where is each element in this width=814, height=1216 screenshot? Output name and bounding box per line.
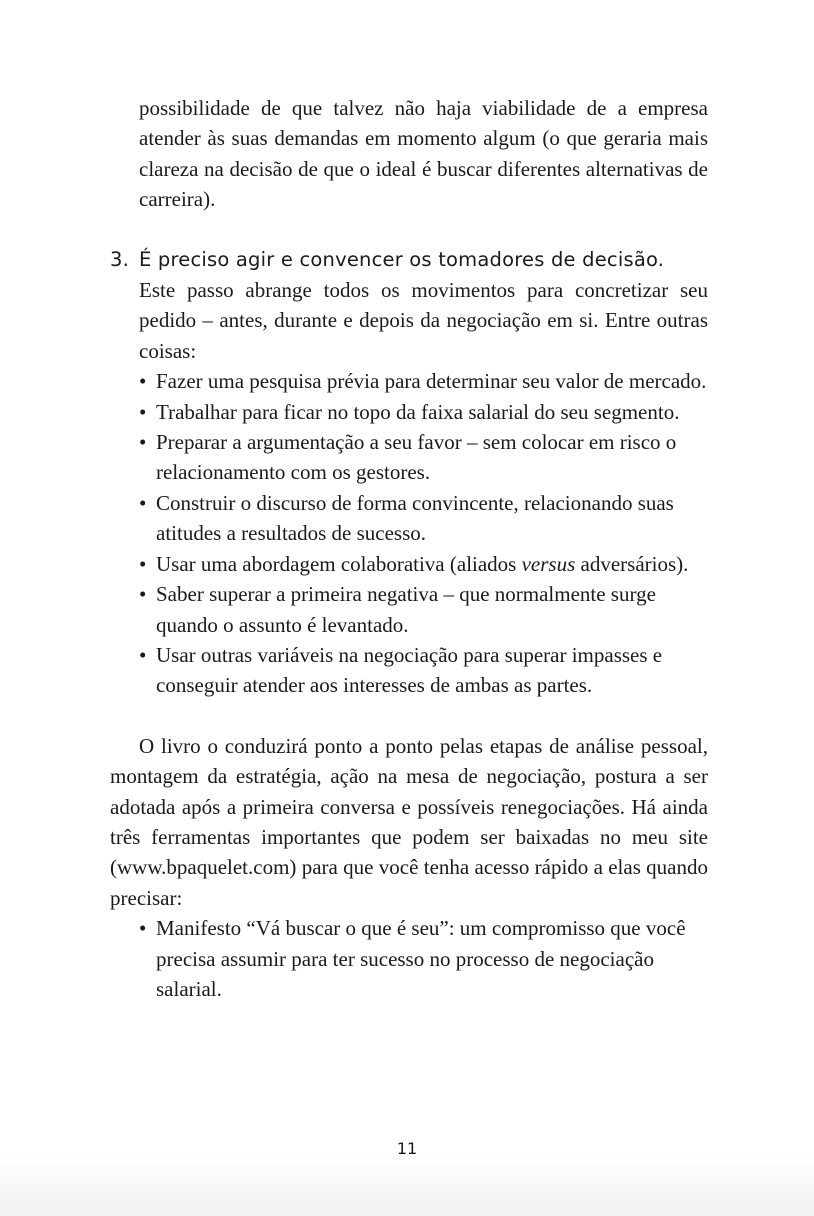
bullet-icon: • — [139, 642, 147, 667]
list-item: • Preparar a argumentação a seu favor – sem colocar em risco o relacionamento com os gestores. — [139, 427, 708, 488]
closing-paragraph: O livro o conduzirá ponto a ponto pelas etapas de análise pessoal, montagem da estratégia, ação na mesa de negociação, postura a ser adotada após a primeira conversa e possíveis renegociações. Há ainda três ferramentas importantes que podem ser baixadas no meu site (www.bpaquelet.com) para que você tenha acesso rápido a elas quando precisar: — [110, 733, 708, 910]
page-number: 11 — [396, 1139, 418, 1158]
bullet-icon: • — [139, 551, 147, 576]
bullet-icon: • — [139, 369, 147, 394]
page-body — [110, 93, 708, 1004]
list-item: • Construir o discurso de forma convincente, relacionando suas atitudes a resultados de sucesso. — [139, 488, 708, 549]
list-item: • Manifesto “Vá buscar o que é seu”: um compromisso que você precisa assumir para ter sucesso no processo de negociação salarial. — [139, 913, 708, 1004]
bullet-icon: • — [139, 399, 147, 424]
step-3-list — [139, 366, 708, 700]
step-title: É preciso agir e convencer os tomadores de decisão. — [139, 247, 665, 271]
list-item: • Fazer uma pesquisa prévia para determinar seu valor de mercado. — [139, 366, 708, 396]
list-item: • Usar outras variáveis na negociação para superar impasses e conseguir atender aos interesses de ambas as partes. — [139, 640, 708, 701]
bullet-icon: • — [139, 490, 147, 515]
bullet-icon: • — [139, 430, 147, 455]
step-number: 3. — [110, 247, 130, 271]
bullet-icon: • — [139, 582, 147, 607]
continuation-paragraph: possibilidade de que talvez não haja viabilidade de a empresa atender às suas demandas em momento algum (o que geraria mais clareza na decisão de que o ideal é buscar diferentes alternativas de carreira). — [139, 96, 708, 212]
step-3-heading — [110, 245, 708, 275]
list-item: • Saber superar a primeira negativa – que normalmente surge quando o assunto é levantado. — [139, 579, 708, 640]
page-bottom-shadow — [0, 1156, 814, 1216]
step-3-intro: Este passo abrange todos os movimentos para concretizar seu pedido – antes, durante e depois da negociação em si. Entre outras coisas: — [139, 278, 708, 363]
tools-list — [139, 913, 708, 1004]
list-item: • Usar uma abordagem colaborativa (aliados versus adversários). — [139, 549, 708, 579]
list-item: • Trabalhar para ficar no topo da faixa salarial do seu segmento. — [139, 397, 708, 427]
bullet-icon: • — [139, 916, 147, 941]
